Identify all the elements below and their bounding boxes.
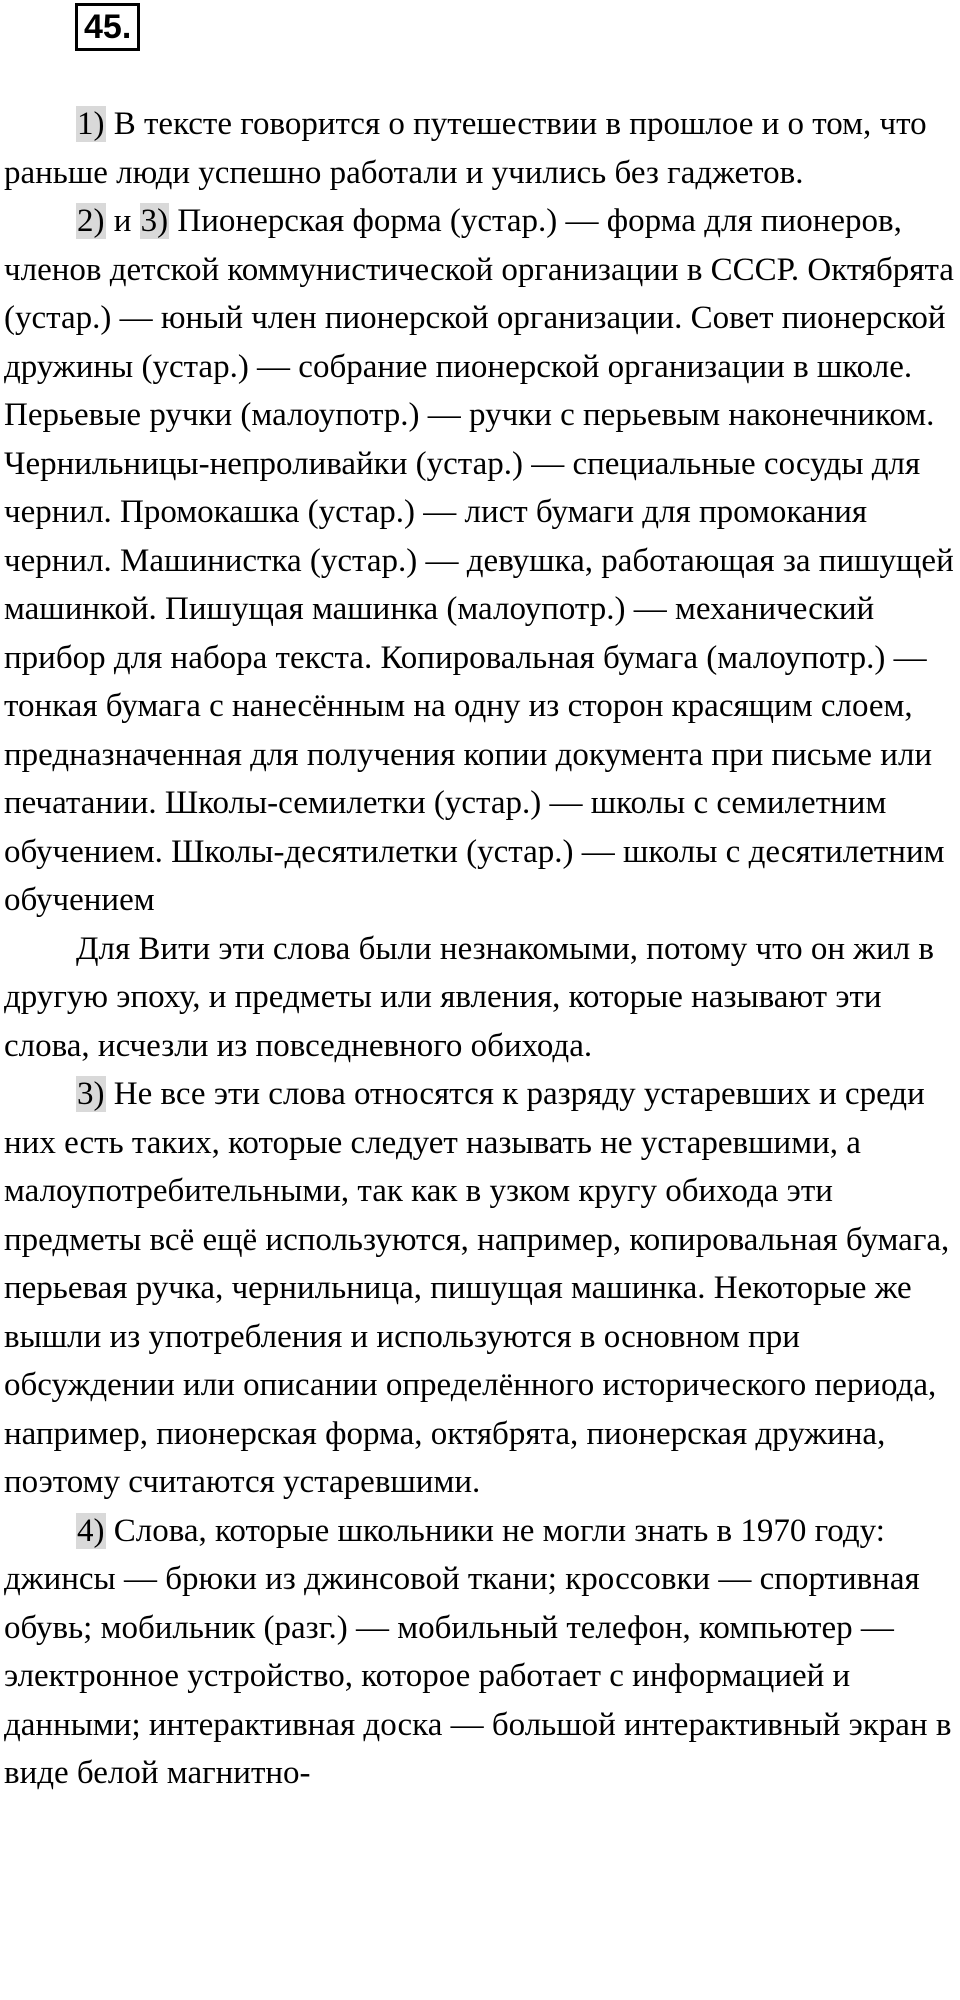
- paragraph-text: Слова, которые школьники не могли знать в 1970 году: джинсы — брюки из джинсовой ткани; кроссовки — спортивная обувь; мобильник (разг.) — мобильный телефон, компьютер — электронное устройство, которое работает с информацией и данными; интерактивная доска — большой интерактивный экран в виде белой магнитно-: [4, 1512, 952, 1791]
- paragraph-3: [4, 925, 959, 1071]
- item-marker: 3): [77, 1076, 105, 1112]
- paragraph-5: [4, 1507, 959, 1798]
- paragraph-text: Пионерская форма (устар.) — форма для пионеров, членов детской коммунистической организации в СССР. Октябрята (устар.) — юный член пионерской организации. Совет пионерской дружины (устар.) — собрание пионерской организации в школе. Перьевые ручки (малоупотр.) — ручки с перьевым наконечником. Чернильницы-непроливайки (устар.) — специальные сосуды для чернил. Промокашка (устар.) — лист бумаги для промокания чернил. Машинистка (устар.) — девушка, работающая за пишущей машинкой. Пишущая машинка (малоупотр.) — механический прибор для набора текста. Копировальная бумага (малоупотр.) — тонкая бумага с нанесённым на одну из сторон красящим слоем, предназначенная для получения копии документа при письме или печатании. Школы-семилетки (устар.) — школы с семилетним обучением. Школы-десятилетки (устар.) — школы с десятилетним обучением: [4, 203, 954, 918]
- item-marker: 1): [77, 106, 105, 142]
- paragraph-2: [4, 197, 959, 925]
- paragraph-text: Не все эти слова относятся к разряду устаревших и среди них есть таких, которые следует называть не устаревшими, а малоупотребительными, так как в узком кругу обихода эти предметы всё ещё используются, например, копировальная бумага, перьевая ручка, чернильница, пишущая машинка. Некоторые же вышли из употребления и используются в основном при обсуждении или описании определённого исторического периода, например, пионерская форма, октябрята, пионерская дружина, поэтому считаются устаревшими.: [4, 1076, 950, 1500]
- item-marker: 4): [77, 1512, 105, 1549]
- paragraph-text: Для Вити эти слова были незнакомыми, потому что он жил в другую эпоху, и предметы или явления, которые называют эти слова, исчезли из повседневного обихода.: [4, 930, 934, 1064]
- item-marker: 3): [140, 203, 169, 239]
- marker-connector: и: [105, 203, 140, 239]
- paragraph-text: В тексте говорится о путешествии в прошлое и о том, что раньше люди успешно работали и учились без гаджетов.: [4, 106, 927, 191]
- paragraph-4: [4, 1070, 959, 1507]
- paragraph-1: [4, 100, 959, 197]
- task-number-box: 45.: [75, 3, 140, 51]
- answer-text: [4, 100, 959, 1798]
- item-marker: 2): [77, 203, 105, 239]
